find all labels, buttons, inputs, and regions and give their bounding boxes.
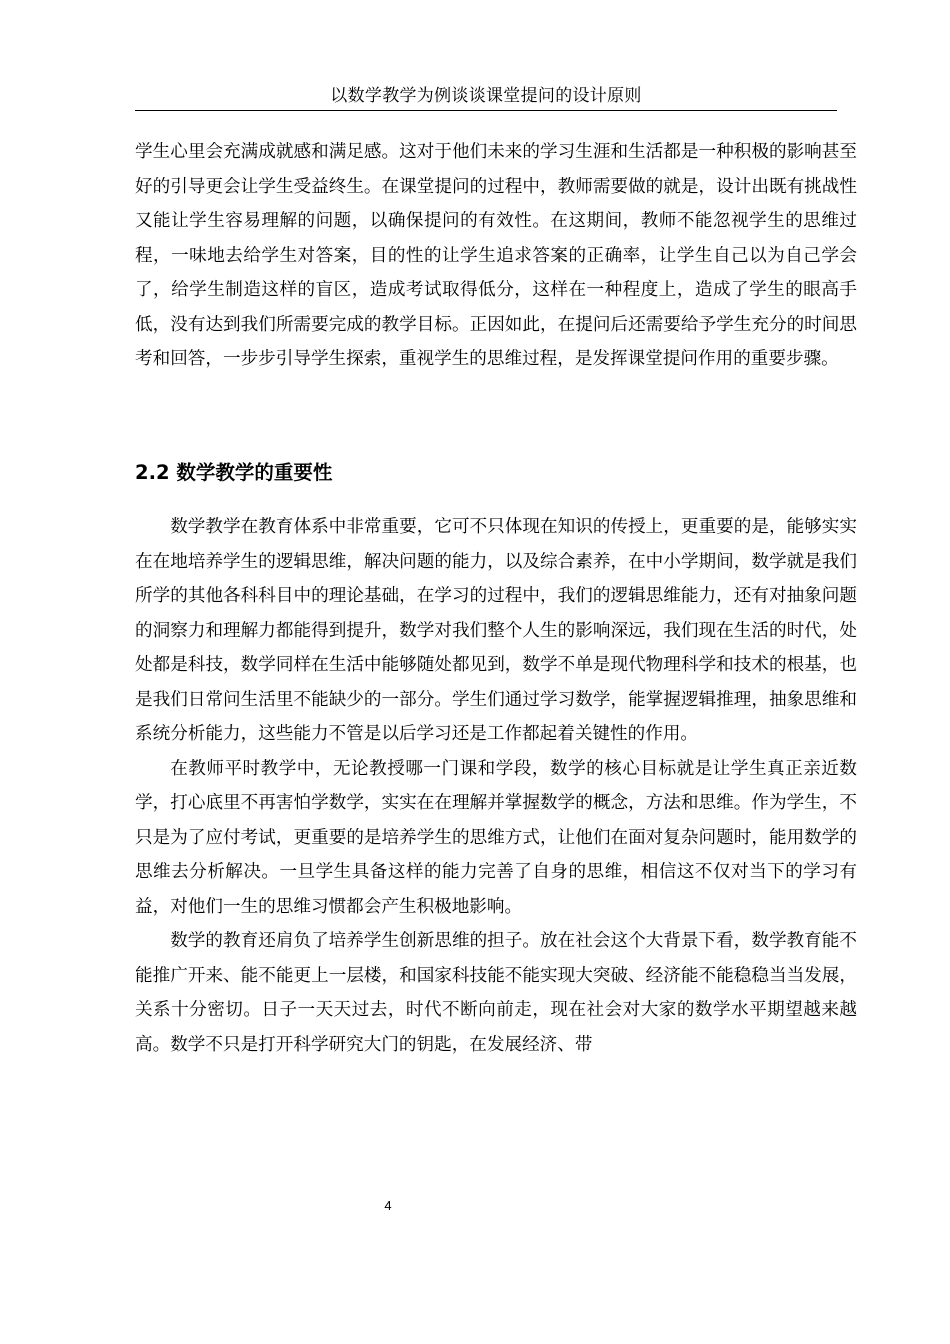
section-body [135, 510, 857, 1062]
running-header-title: 以数学教学为例谈谈课堂提问的设计原则 [330, 86, 642, 106]
continuation-block [135, 135, 857, 377]
body-paragraph-1: 数学教学在教育体系中非常重要，它可不只体现在知识的传授上，更重要的是，能够实实在在地培养学生的逻辑思维，解决问题的能力，以及综合素养，在中小学期间，数学就是我们所学的其他各科科目中的理论基础，在学习的过程中，我们的逻辑思维能力，还有对抽象问题的洞察力和理解力都能得到提升，数学对我们整个人生的影响深远，我们现在生活的时代，处处都是科技，数学同样在生活中能够随处都见到，数学不单是现代物理科学和技术的根基，也是我们日常问生活里不能缺少的一部分。学生们通过学习数学，能掌握逻辑推理，抽象思维和系统分析能力，这些能力不管是以后学习还是工作都起着关键性的作用。 [135, 517, 857, 744]
running-header [135, 82, 837, 111]
body-paragraph-3: 数学的教育还肩负了培养学生创新思维的担子。放在社会这个大背景下看，数学教育能不能推广开来、能不能更上一层楼，和国家科技能不能实现大突破、经济能不能稳稳当当发展，关系十分密切。日子一天天过去，时代不断向前走，现在社会对大家的数学水平期望越来越高。数学不只是打开科学研究大门的钥匙，在发展经济、带 [135, 931, 857, 1055]
page-number: 4 [384, 1198, 392, 1213]
continuation-paragraph: 学生心里会充满成就感和满足感。这对于他们未来的学习生涯和生活都是一种积极的影响甚至好的引导更会让学生受益终生。在课堂提问的过程中，教师需要做的就是，设计出既有挑战性又能让学生容易理解的问题，以确保提问的有效性。在这期间，教师不能忽视学生的思维过程，一味地去给学生对答案，目的性的让学生追求答案的正确率，让学生自己以为自己学会了，给学生制造这样的盲区，造成考试取得低分，这样在一种程度上，造成了学生的眼高手低，没有达到我们所需要完成的教学目标。正因如此，在提问后还需要给予学生充分的时间思考和回答，一步步引导学生探索，重视学生的思维过程，是发挥课堂提问作用的重要步骤。 [135, 142, 857, 369]
body-paragraph-2: 在教师平时教学中，无论教授哪一门课和学段，数学的核心目标就是让学生真正亲近数学，打心底里不再害怕学数学，实实在在理解并掌握数学的概念，方法和思维。作为学生，不只是为了应付考试，更重要的是培养学生的思维方式，让他们在面对复杂问题时，能用数学的思维去分析解决。一旦学生具备这样的能力完善了自身的思维，相信这不仅对当下的学习有益，对他们一生的思维习惯都会产生积极地影响。 [135, 758, 857, 917]
section-heading: 2.2 数学教学的重要性 [135, 461, 333, 484]
